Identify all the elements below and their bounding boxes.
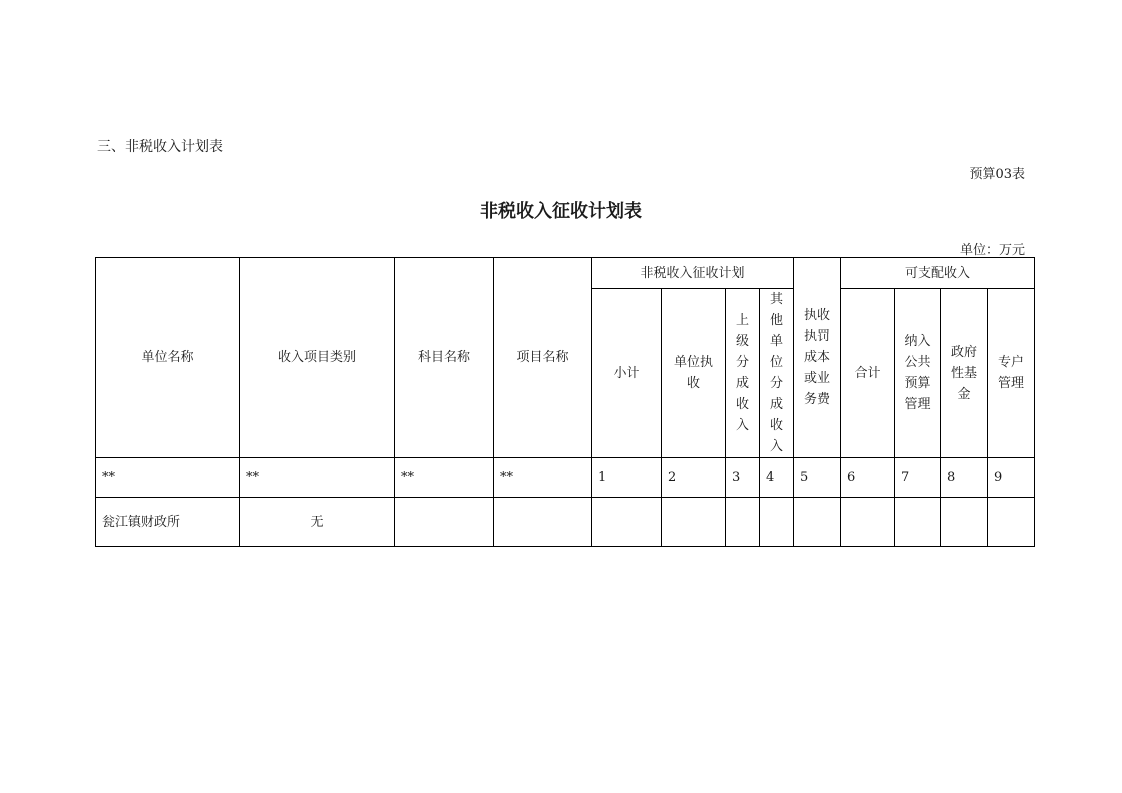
cell-empty — [662, 498, 726, 547]
header-subject-name: 科目名称 — [395, 258, 494, 458]
header-income-category: 收入项目类别 — [240, 258, 395, 458]
index-cell: ** — [494, 458, 592, 498]
index-cell: ** — [240, 458, 395, 498]
non-tax-plan-table — [95, 257, 1035, 547]
page-title: 非税收入征收计划表 — [480, 201, 642, 222]
header-unit-collect: 单位执收 — [662, 289, 726, 458]
index-cell: 6 — [841, 458, 895, 498]
header-other-share: 其他单位分成收入 — [760, 289, 794, 458]
index-cell: 9 — [988, 458, 1035, 498]
header-gov-fund: 政府性基金 — [941, 289, 988, 458]
cell-income-category: 无 — [240, 498, 395, 547]
header-disposable-group: 可支配收入 — [841, 258, 1035, 289]
cell-unit-name: 瓮江镇财政所 — [96, 498, 240, 547]
cell-empty — [841, 498, 895, 547]
index-cell: ** — [96, 458, 240, 498]
header-total: 合计 — [841, 289, 895, 458]
index-cell: 1 — [592, 458, 662, 498]
cell-empty — [988, 498, 1035, 547]
index-cell: 7 — [895, 458, 941, 498]
header-penalty-cost: 执收执罚成本或业务费 — [794, 258, 841, 458]
index-cell: ** — [395, 458, 494, 498]
form-code: 预算03表 — [969, 167, 1025, 182]
section-title: 三、非税收入计划表 — [97, 139, 223, 155]
header-superior-share: 上级分成收入 — [726, 289, 760, 458]
unit-label: 单位：万元 — [959, 243, 1025, 258]
cell-empty — [794, 498, 841, 547]
cell-empty — [592, 498, 662, 547]
index-cell: 4 — [760, 458, 794, 498]
header-project-name: 项目名称 — [494, 258, 592, 458]
cell-empty — [941, 498, 988, 547]
index-cell: 8 — [941, 458, 988, 498]
index-cell: 5 — [794, 458, 841, 498]
header-special: 专户管理 — [988, 289, 1035, 458]
cell-empty — [895, 498, 941, 547]
cell-empty — [494, 498, 592, 547]
header-unit-name: 单位名称 — [96, 258, 240, 458]
header-public-budget: 纳入公共预算管理 — [895, 289, 941, 458]
cell-empty — [395, 498, 494, 547]
index-cell: 2 — [662, 458, 726, 498]
header-plan-group: 非税收入征收计划 — [592, 258, 794, 289]
index-cell: 3 — [726, 458, 760, 498]
table-row-index — [96, 458, 1035, 498]
header-subtotal: 小计 — [592, 289, 662, 458]
table-row — [96, 498, 1035, 547]
cell-empty — [726, 498, 760, 547]
cell-empty — [760, 498, 794, 547]
